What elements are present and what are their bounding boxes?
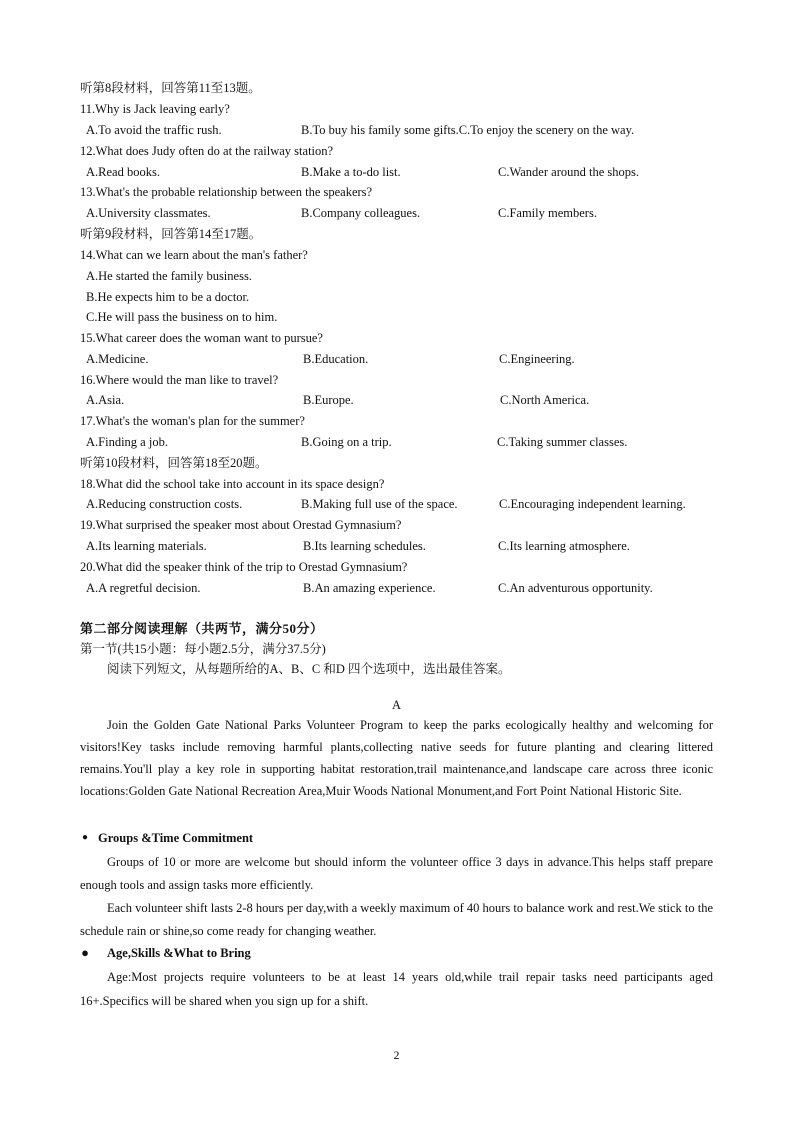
question-14-option-c: C.He will pass the business on to him. (86, 310, 278, 324)
question-11: 11.Why is Jack leaving early? (80, 102, 230, 116)
option-b: B.Its learning schedules. (303, 539, 426, 553)
option-c: C.Encouraging independent learning. (499, 497, 686, 511)
question-15: 15.What career does the woman want to pursue? (80, 331, 323, 345)
option-b: B.Company colleagues. (301, 206, 421, 220)
question-12-options (0, 164, 793, 180)
question-13-options (0, 205, 793, 221)
option-c: C.An adventurous opportunity. (498, 581, 653, 595)
question-14-option-a: A.He started the family business. (86, 269, 252, 283)
option-a: A.Finding a job. (86, 435, 168, 449)
question-12: 12.What does Judy often do at the railway station? (80, 144, 334, 158)
question-11-options (0, 122, 793, 138)
question-18-options (0, 496, 793, 512)
question-19: 19.What surprised the speaker most about Orestad Gymnasium? (80, 518, 402, 532)
question-20-options (0, 580, 793, 596)
option-c: C.North America. (500, 393, 590, 407)
section-heading-groups: Groups &Time Commitment (98, 831, 254, 845)
option-bc: B.To buy his family some gifts.C.To enjoy the scenery on the way. (301, 123, 635, 137)
page-number: 2 (393, 1048, 400, 1062)
section-one-title: 第一节(共15小题：每小题2.5分，满分37.5分) (80, 642, 326, 656)
option-a: A.Medicine. (86, 352, 149, 366)
question-17: 17.What's the woman's plan for the summer? (80, 414, 305, 428)
option-b: B.Make a to-do list. (301, 165, 401, 179)
option-a: A.University classmates. (86, 206, 211, 220)
question-14-option-b: B.He expects him to be a doctor. (86, 290, 250, 304)
option-b: B.Europe. (303, 393, 354, 407)
question-20: 20.What did the speaker think of the trip to Orestad Gymnasium? (80, 560, 408, 574)
reading-instruction: 阅读下列短文，从每题所给的A、B、C 和D 四个选项中，选出最佳答案。 (107, 662, 511, 676)
passage-paragraph-4: Age:Most projects require volunteers to be at least 14 years old,while trail repair tasks need participants aged 16+.Specifics will be shared when you sign up for a shift. (80, 970, 713, 1008)
option-c: C.Engineering. (499, 352, 575, 366)
option-a: A.Read books. (86, 165, 160, 179)
option-b: B.An amazing experience. (303, 581, 436, 595)
option-a: A.Asia. (86, 393, 125, 407)
option-b: B.Education. (303, 352, 369, 366)
question-18: 18.What did the school take into account in its space design? (80, 477, 385, 491)
option-a: A.Its learning materials. (86, 539, 207, 553)
passage-paragraph-1: Join the Golden Gate National Parks Volunteer Program to keep the parks ecologically healthy and welcoming for visitors!Key tasks include removing harmful plants,collecting native seeds for future planting and clearing littered remains.You'll play a key role in supporting habitat restoration,trail maintenance,and landscape care across three iconic locations:Golden Gate National Recreation Area,Muir Woods National Monument,and Fort Point National Historic Site. (80, 718, 713, 798)
passage-label: A (391, 698, 402, 712)
question-14: 14.What can we learn about the man's father? (80, 248, 308, 262)
option-c: C.Family members. (498, 206, 597, 220)
question-17-options (0, 434, 793, 450)
passage-paragraph-3: Each volunteer shift lasts 2-8 hours per day,with a weekly maximum of 40 hours to balance work and rest.We stick to the schedule rain or shine,so come ready for changing weather. (80, 901, 714, 938)
section-10-heading: 听第10段材料，回答第18至20题。 (80, 456, 268, 470)
option-a: A.Reducing construction costs. (86, 497, 243, 511)
option-c: C.Wander around the shops. (498, 165, 639, 179)
question-16: 16.Where would the man like to travel? (80, 373, 279, 387)
section-8-heading: 听第8段材料，回答第11至13题。 (80, 81, 261, 95)
bullet-icon: ● (81, 945, 89, 960)
option-c: C.Taking summer classes. (497, 435, 628, 449)
option-b: B.Going on a trip. (301, 435, 392, 449)
question-15-options (0, 351, 793, 367)
question-16-options (0, 392, 793, 408)
passage-paragraph-2: Groups of 10 or more are welcome but should inform the volunteer office 3 days in advance.This helps staff prepare enough tools and assign tasks more efficiently. (80, 855, 713, 892)
option-c: C.Its learning atmosphere. (498, 539, 630, 553)
part-two-title: 第二部分阅读理解（共两节，满分50分） (80, 621, 324, 636)
section-heading-age-skills: Age,Skills &What to Bring (107, 946, 251, 960)
option-a: A.A regretful decision. (86, 581, 201, 595)
bullet-icon: ● (81, 832, 89, 843)
section-9-heading: 听第9段材料，回答第14至17题。 (80, 227, 262, 241)
question-19-options (0, 538, 793, 554)
option-a: A.To avoid the traffic rush. (86, 123, 222, 137)
option-b: B.Making full use of the space. (301, 497, 458, 511)
question-13: 13.What's the probable relationship between the speakers? (80, 185, 373, 199)
